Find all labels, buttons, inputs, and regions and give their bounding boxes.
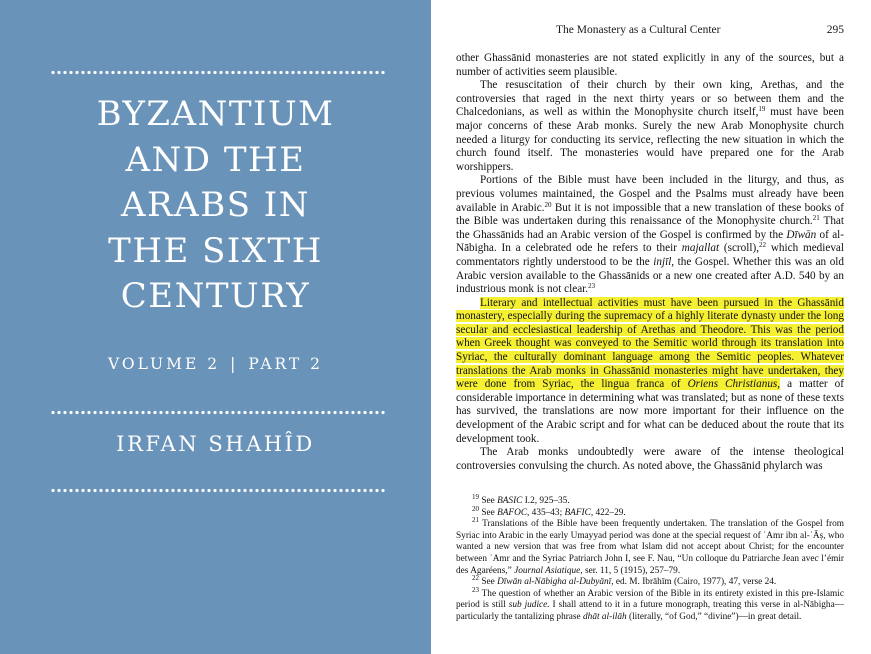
footnote [456, 585, 845, 624]
text-run: ed. M. Ibrāhīm (Cairo, 1977), 47, verse 24. [613, 577, 777, 588]
paragraph: other Ghassānid monasteries are not stated explicitly in any of the sources, but a number of activities seem plausible. [456, 52, 844, 78]
paragraph: The Arab monks undoubtedly were aware of the intense theological controversies convulsing the church. As noted above, the Ghassānid phylarch was [456, 446, 844, 472]
italic-term: BAFIC [564, 507, 591, 518]
dotted-rule-top [50, 70, 386, 75]
text-run: , 435–43; [527, 507, 565, 518]
book-title [20, 92, 411, 320]
footnote [456, 504, 844, 520]
highlighted-paragraph [456, 297, 844, 447]
volume-part-line [20, 355, 411, 373]
author-name: IRFAN SHAHÎD [116, 432, 315, 456]
footnote [456, 493, 844, 508]
text-run: But it is not impossible that a new translation of these books of the Bible was undertaken during this renaissance of the Monophysite church. [456, 201, 845, 228]
italic-term: BAFOC [497, 507, 528, 518]
text-run: (scroll), [719, 242, 759, 255]
italic-term: Journal Asiatique, [514, 565, 583, 576]
text-run: which medieval commentators rightly understood to be the [456, 242, 844, 268]
text-run: See [479, 577, 498, 588]
paragraph [456, 79, 844, 174]
page-number: 295 [826, 24, 844, 36]
text-run: must have been major concerns of these Arab monks. Surely the new Arab Monophysite church needed a liturgy for conducting its service, reflecting the new situation in which the church found itself. The monasteries would have prepared one for the Arab worshippers. [456, 106, 844, 173]
footnote [456, 516, 844, 577]
italic-term: BASIC [497, 496, 523, 506]
text-run: of al-Nābigha. In a celebrated ode he refers to their [456, 228, 844, 255]
italic-term: Dīwān al-Nābigha al-Dubyānī, [497, 577, 614, 588]
italic-term: dhāt al-ilāh [583, 611, 627, 622]
text-run: ser. 11, 5 (1915), 257–79. [582, 565, 681, 576]
paragraph [456, 174, 844, 296]
footnote-number: 20 [472, 504, 479, 513]
highlight[interactable] [456, 297, 844, 391]
footnote-ref[interactable]: 19 [758, 105, 766, 114]
italic-term: sub judice. [508, 600, 550, 611]
text-run: Translations of the Bible have been frequently undertaken. The translation of the Gospel from Syriac into Arabic in the early Umayyad period was done at the special request of ʿAmr ibn al-ʿĀṣ, who wanted a new version that was free from what Islam did not accept about Christ; for the encounter between ʿAmr and the Syriac Patriarch John I, see F. Nau, “Un colloque du Patriarche Jean avec l’émir des Agaréens,” [456, 519, 844, 576]
text-run: (literally, “of God,” “divine”)—in great detail. [626, 611, 802, 622]
italic-term: Dīwān [786, 228, 817, 241]
italic-term: majallat [681, 242, 720, 255]
text-run: the Gospel. Whether this was an old Arabic version available to the Ghassānids or a new one created after A.D. 540 by an industrious monk is not clear. [456, 255, 844, 296]
text-run: , 422–29. [590, 507, 626, 518]
text-run: a matter of considerable importance in determining what was translated; but as none of these texts has survived, the translations are now more important for their influence on the development of the Arabic script and for what can be deduced about the route that its development took. [456, 378, 844, 445]
footnote-number: 22 [472, 574, 479, 583]
text-run: The question of whether an Arabic version of the Bible in its entirety existed in this pre-Islamic period is still [456, 588, 844, 611]
text-run: See [479, 496, 498, 506]
italic-term: Oriens Christianus, [687, 378, 781, 391]
title-line: BYZANTIUM [96, 94, 335, 134]
footnote-number: 19 [472, 493, 479, 501]
footnote-ref[interactable]: 22 [759, 241, 766, 250]
text-run: The resuscitation of their church by their own king, Arethas, and the controversies that raged in the next thirty years or so between them and the Chalcedonians, as well as within the Monophysite church itself, [456, 79, 844, 119]
text-run: Portions of the Bible must have been included in the liturgy, and thus, as previous volumes maintained, the Gospel and the Psalms must already have been available in Arabic. [456, 174, 844, 214]
footnotes [456, 493, 845, 624]
title-line: ARABS IN [121, 185, 310, 225]
footnote-ref[interactable]: 21 [812, 214, 820, 223]
footnote-number: 21 [472, 516, 479, 525]
footnote-number: 23 [472, 585, 479, 594]
text-run: I shall attend to it in a future monograph, treating this verse in al-Nābigha—particularly the tantalizing phrase [456, 600, 845, 622]
title-line: AND THE [125, 139, 306, 180]
footnote-ref[interactable]: 20 [544, 200, 552, 209]
dotted-rule-bottom [50, 488, 386, 493]
title-line: CENTURY [120, 276, 311, 316]
book-cover [0, 0, 431, 654]
page-body [456, 52, 844, 473]
text-run: I.2, 925–35. [522, 496, 570, 506]
title-line: THE SIXTH [108, 230, 323, 271]
text-run: Literary and intellectual activities must have been pursued in the Ghassānid monastery, especially during the supremacy of a highly literate dynasty under the long secular and ecclesiastical leadership of Arethas and Theodore. This was the period when Greek thought was conveyed to the Semitic world through its translation into Syriac, the culturally dominant language among the Semitic peoples. Whatever translations the Arab monks in Ghassānid monasteries might have undertaken, they were done from Syriac, the lingua franca of [456, 296, 844, 391]
text-run: See [479, 507, 498, 518]
italic-term: injīl, [653, 255, 675, 268]
part-label: PART 2 [248, 355, 324, 373]
running-title: The Monastery as a Cultural Center [556, 24, 721, 36]
text-run: That the Ghassānids had an Arabic version of the Gospel is confirmed by the [456, 215, 844, 241]
volume-label: VOLUME 2 [107, 355, 221, 373]
separator: | [230, 355, 239, 373]
footnote [456, 574, 844, 589]
footnote-ref[interactable]: 23 [588, 282, 596, 291]
dotted-rule-middle [50, 410, 386, 415]
